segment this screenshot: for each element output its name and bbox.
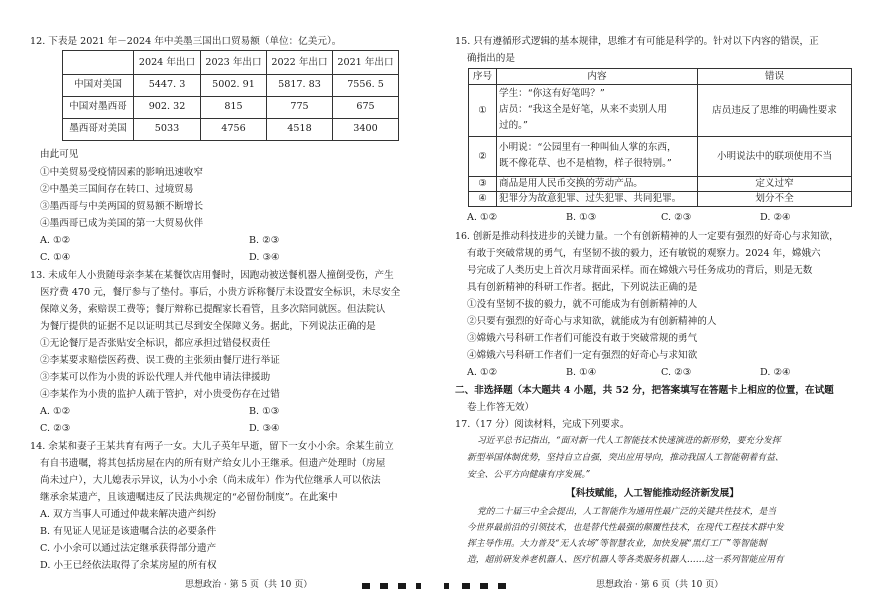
q12-option-c[interactable]: C. ①④ <box>40 252 71 263</box>
q15-row-no: ① <box>478 105 487 116</box>
q12-cell: 5002. 91 <box>212 79 255 90</box>
footer-right-page-number: 思想政治 · 第 6 页（共 10 页） <box>596 580 724 590</box>
q15-row-content: 过的。” <box>499 120 528 131</box>
q14-option-a[interactable]: A. 双方当事人可通过仲裁来解决遗产纠纷 <box>40 509 217 520</box>
q14-line: 有自书遗嘱，将其包括房屋在内的所有财产给女儿小王继承。但遗产处理时（房屋 <box>40 458 386 469</box>
q12-row2-label: 中国对墨西哥 <box>69 101 127 112</box>
q13-option-a[interactable]: A. ①② <box>40 406 71 417</box>
q16-item: ②只要有强烈的好奇心与求知欲，就能成为有创新精神的人 <box>467 316 717 327</box>
q15-option-b[interactable]: B. ①③ <box>566 212 597 223</box>
q15-row-no: ④ <box>478 193 487 204</box>
q13-item: ③李某可以作为小贵的诉讼代理人并代他申请法律援助 <box>40 372 271 383</box>
q12-option-a[interactable]: A. ①② <box>40 235 71 246</box>
q16-item: ④嫦娥六号科研工作者们一定有强烈的好奇心与求知欲 <box>467 350 698 361</box>
q14-option-d[interactable]: D. 小王已经依法取得了余某房屋的所有权 <box>40 560 217 571</box>
q12-item: ②中墨美三国间存在转口、过境贸易 <box>40 184 194 195</box>
q15-header-content: 内容 <box>587 71 607 82</box>
q17-passage: 党的二十届三中全会提出，人工智能作为通用性最广泛的关键共性技术，是当 <box>477 507 777 517</box>
q12-cell: 675 <box>356 101 375 112</box>
section2-heading-cont: 卷上作答无效） <box>467 402 535 413</box>
q12-header-2024: 2024 年出口 <box>138 57 196 68</box>
q12-header-2022: 2022 年出口 <box>271 57 328 68</box>
q15-row-error: 小明说法中的联项使用不当 <box>716 151 833 162</box>
q12-lead: 由此可见 <box>40 149 79 160</box>
q12-item: ③墨西哥与中美两国的贸易额不断增长 <box>40 201 204 212</box>
q13-line: 医疗费 470 元，餐厅参与了垫付。事后，小贵方诉称餐厅未设置安全标识，未尽安全 <box>40 287 401 298</box>
q16-line: 号完成了人类历史上首次月球背面采样。而在嫦娥六号任务成功的背后，则是无数 <box>467 265 813 276</box>
q12-item: ④墨西哥已成为美国的第一大贸易伙伴 <box>40 218 204 229</box>
q15-option-d[interactable]: D. ②④ <box>760 212 791 223</box>
q12-cell: 5033 <box>154 123 180 134</box>
q12-cell: 775 <box>290 101 309 112</box>
q15-line: 15. 只有遵循形式逻辑的基本规律，思维才有可能是科学的。针对以下内容的错误，正 <box>455 36 819 47</box>
q12-option-d[interactable]: D. ③④ <box>249 252 280 263</box>
q12-header-2023: 2023 年出口 <box>205 57 262 68</box>
q17-passage: 挥主导作用。大力普及“无人农场”等智慧农业，加快发展“黑灯工厂”等智能制 <box>467 539 767 549</box>
q15-row-error: 划分不全 <box>755 193 794 204</box>
q16-option-c[interactable]: C. ②③ <box>661 367 692 378</box>
q12-cell: 815 <box>224 101 243 112</box>
q16-option-a[interactable]: A. ①② <box>467 367 498 378</box>
q13-line: 为餐厅提供的证据不足以证明其已尽到安全保障义务。据此，下列说法正确的是 <box>40 321 376 332</box>
q17-passage: 今世界最前沿的引领技术，也是替代性最强的颠覆性技术，在现代工程技术群中发 <box>467 523 784 533</box>
q15-row-no: ② <box>478 151 487 162</box>
q12-stem: 12. 下表是 2021 年－2024 年中美墨三国出口贸易额（单位：亿美元）。 <box>30 36 342 47</box>
q12-option-b[interactable]: B. ②③ <box>249 235 280 246</box>
q13-item: ②李某要求赔偿医药费、误工费的主张须由餐厅进行举证 <box>40 355 280 366</box>
q13-option-d[interactable]: D. ③④ <box>249 423 280 434</box>
q17-box-title: 【科技赋能，人工智能推动经济新发展】 <box>566 488 739 499</box>
q14-line: 14. 余某和妻子王某共育有两子一女。大儿子英年早逝，留下一女小小余。余某生前立 <box>30 441 394 452</box>
q15-row-content: 既不像花草、也不是植物，样子很特别。” <box>499 158 672 169</box>
q16-item: ①没有坚韧不拔的毅力，就不可能成为有创新精神的人 <box>467 299 698 310</box>
q16-option-d[interactable]: D. ②④ <box>760 367 791 378</box>
q14-line: 继承余某遗产，且该遗嘱违反了民法典规定的“必留份制度”。在此案中 <box>40 492 338 503</box>
q12-cell: 902. 32 <box>148 101 186 112</box>
q15-row-content: 小明说：“公园里有一种叫仙人掌的东西， <box>499 142 677 153</box>
q15-option-c[interactable]: C. ②③ <box>661 212 692 223</box>
q17-stem: 17.（17 分）阅读材料，完成下列要求。 <box>455 419 630 430</box>
q12-cell: 7556. 5 <box>347 79 384 90</box>
q17-quote: 新型举国体制优势，坚持自立自强，突出应用导向，推动我国人工智能朝着有益、 <box>467 453 784 463</box>
q15-row-content: 店员：“我这全是好笔，从来不卖别人用 <box>499 104 667 115</box>
q15-row-no: ③ <box>478 178 487 189</box>
q15-row-error: 店员违反了思维的明确性要求 <box>712 105 837 116</box>
q12-cell: 5447. 3 <box>148 79 186 90</box>
q15-line: 确指出的是 <box>467 53 515 64</box>
q15-header-no: 序号 <box>472 71 493 82</box>
q17-quote: 安全、公平方向健康有序发展。” <box>467 470 591 480</box>
q12-row3-label: 墨西哥对美国 <box>69 123 127 134</box>
q12-cell: 5817. 83 <box>278 79 321 90</box>
q16-line: 具有创新精神的科研工作者。据此，下列说法正确的是 <box>467 282 698 293</box>
q13-item: ①无论餐厅是否张贴安全标识，都应承担过错侵权责任 <box>40 338 271 349</box>
q13-option-c[interactable]: C. ②③ <box>40 423 71 434</box>
q12-header-2021: 2021 年出口 <box>337 57 394 68</box>
q13-line: 保障义务，索赔误工费等；餐厅辩称已提醒家长看管，且多次陪同就医。但法院认 <box>40 304 386 315</box>
q13-item: ④李某作为小贵的监护人疏于管护，对小贵受伤存在过错 <box>40 389 280 400</box>
q12-row1-label: 中国对美国 <box>74 79 122 90</box>
q15-option-a[interactable]: A. ①② <box>467 212 498 223</box>
q13-option-b[interactable]: B. ①③ <box>249 406 280 417</box>
q12-item: ①中美贸易受疫情因素的影响迅速收窄 <box>40 167 204 178</box>
q15-row-content: 犯罪分为故意犯罪、过失犯罪、共同犯罪。 <box>499 193 682 204</box>
q14-option-c[interactable]: C. 小小余可以通过法定继承获得部分遗产 <box>40 543 217 554</box>
q14-option-b[interactable]: B. 有见证人见证是该遗嘱合法的必要条件 <box>40 526 217 537</box>
q16-line: 有敢于突破常规的勇气，有坚韧不拔的毅力，还有敏锐的观察力。2024 年，嫦娥六 <box>467 248 821 259</box>
q17-quote: 习近平总书记指出，“面对新一代人工智能技术快速演进的新形势，要充分发挥 <box>477 436 781 446</box>
q14-line: 尚未过户），大儿媳表示异议，认为小小余（尚未成年）作为代位继承人可以依法 <box>40 475 381 486</box>
footer-left-page-number: 思想政治 · 第 5 页（共 10 页） <box>185 580 313 590</box>
q16-line: 16. 创新是推动科技进步的关键力量。一个有创新精神的人一定要有强烈的好奇心与求知欲， <box>455 231 839 242</box>
q15-row-content: 学生：“你这有好笔吗？” <box>499 88 605 99</box>
section2-heading: 二、非选择题（本大题共 4 小题，共 52 分，把答案填写在答题卡上相应的位置，在试题 <box>455 385 834 396</box>
q15-row-content: 商品是用人民币交换的劳动产品。 <box>499 178 643 189</box>
q13-line: 13. 未成年人小贵随母亲李某在某餐饮店用餐时，因跑动被送餐机器人撞倒受伤，产生 <box>30 270 394 281</box>
q15-row-error: 定义过窄 <box>755 178 794 189</box>
q12-cell: 4756 <box>221 123 246 134</box>
q17-passage: 造，超前研发养老机器人、医疗机器人等各类服务机器人……这一系列智能应用有 <box>467 555 784 565</box>
q15-header-error: 错误 <box>764 71 785 82</box>
q16-option-b[interactable]: B. ①④ <box>566 367 597 378</box>
q16-item: ③嫦娥六号科研工作者们可能没有敢于突破常规的勇气 <box>467 333 698 344</box>
q12-cell: 3400 <box>353 123 378 134</box>
q12-cell: 4518 <box>287 123 312 134</box>
